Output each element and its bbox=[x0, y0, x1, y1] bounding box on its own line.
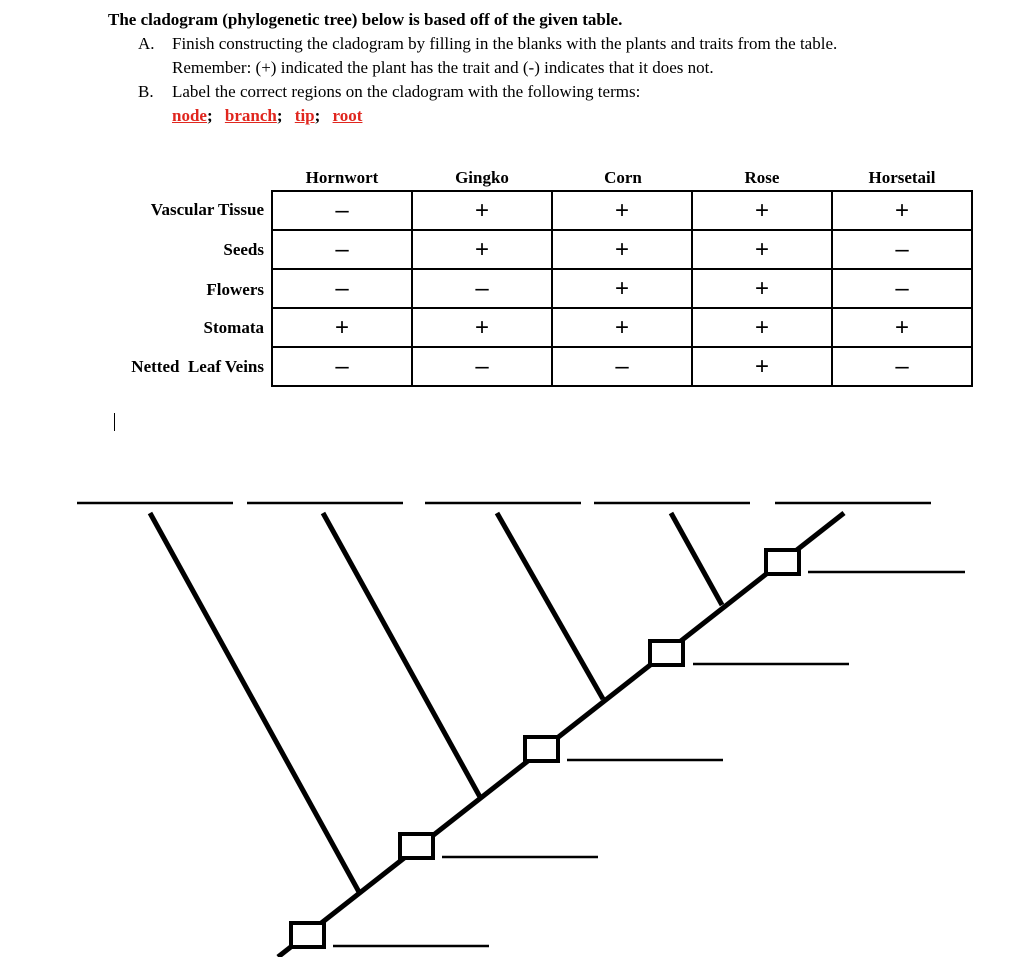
column-header-hornwort: Hornwort bbox=[305, 168, 379, 187]
table-cell: – bbox=[272, 347, 412, 386]
branch bbox=[323, 513, 480, 797]
table-cell: – bbox=[412, 347, 552, 386]
instruction-b-letter: B. bbox=[138, 82, 154, 101]
branch bbox=[150, 513, 359, 892]
table-cell: + bbox=[692, 347, 832, 386]
branch bbox=[497, 513, 603, 699]
row-header-flowers: Flowers bbox=[206, 280, 264, 299]
term-root: root bbox=[332, 106, 363, 125]
row-header-vascular-tissue: Vascular Tissue bbox=[150, 200, 264, 219]
table-cell: – bbox=[272, 230, 412, 269]
table-cell: + bbox=[832, 191, 972, 230]
table-cell: + bbox=[692, 191, 832, 230]
instruction-a-text: Finish constructing the cladogram by filling in the blanks with the plants and traits from the table. bbox=[172, 34, 838, 53]
table-cell: + bbox=[832, 308, 972, 347]
instructions-title: The cladogram (phylogenetic tree) below is based off of the given table. bbox=[108, 10, 623, 29]
table-cell: – bbox=[272, 191, 412, 230]
column-header-horsetail: Horsetail bbox=[868, 168, 936, 187]
trait-box[interactable] bbox=[400, 834, 433, 858]
table-cell: – bbox=[552, 347, 692, 386]
column-header-corn: Corn bbox=[604, 168, 642, 187]
table-cell: + bbox=[412, 191, 552, 230]
table-cell: – bbox=[832, 347, 972, 386]
term-branch: branch bbox=[224, 106, 277, 125]
trait-box[interactable] bbox=[291, 923, 324, 947]
table-cell: + bbox=[692, 230, 832, 269]
table-cell: + bbox=[412, 230, 552, 269]
term-tip: tip bbox=[294, 106, 315, 125]
table-cell: + bbox=[692, 308, 832, 347]
table-cell: + bbox=[552, 269, 692, 308]
table-cell: – bbox=[272, 269, 412, 308]
table-cell: + bbox=[272, 308, 412, 347]
table-cell: + bbox=[412, 308, 552, 347]
terms-list: node; branch; tip; root bbox=[172, 106, 363, 125]
table-cell: + bbox=[552, 191, 692, 230]
column-header-rose: Rose bbox=[744, 168, 780, 187]
column-header-gingko: Gingko bbox=[455, 168, 509, 187]
row-header-seeds: Seeds bbox=[223, 240, 264, 259]
table-cell: + bbox=[552, 308, 692, 347]
table-cell: + bbox=[692, 269, 832, 308]
branch bbox=[671, 513, 722, 605]
row-header-stomata: Stomata bbox=[203, 318, 264, 337]
row-header-netted-leaf-veins: Netted Leaf Veins bbox=[131, 357, 264, 376]
instruction-a-letter: A. bbox=[138, 34, 155, 53]
instruction-b-text: Label the correct regions on the cladogram with the following terms: bbox=[172, 82, 641, 101]
instruction-a-reminder: Remember: (+) indicated the plant has the trait and (-) indicates that it does not. bbox=[172, 58, 714, 77]
table-cell: – bbox=[832, 269, 972, 308]
trait-box[interactable] bbox=[525, 737, 558, 761]
table-cell: – bbox=[832, 230, 972, 269]
trait-box[interactable] bbox=[766, 550, 799, 574]
table-cell: – bbox=[412, 269, 552, 308]
term-node: node bbox=[172, 106, 207, 125]
trait-box[interactable] bbox=[650, 641, 683, 665]
table-cell: + bbox=[552, 230, 692, 269]
main-stem bbox=[278, 513, 844, 957]
